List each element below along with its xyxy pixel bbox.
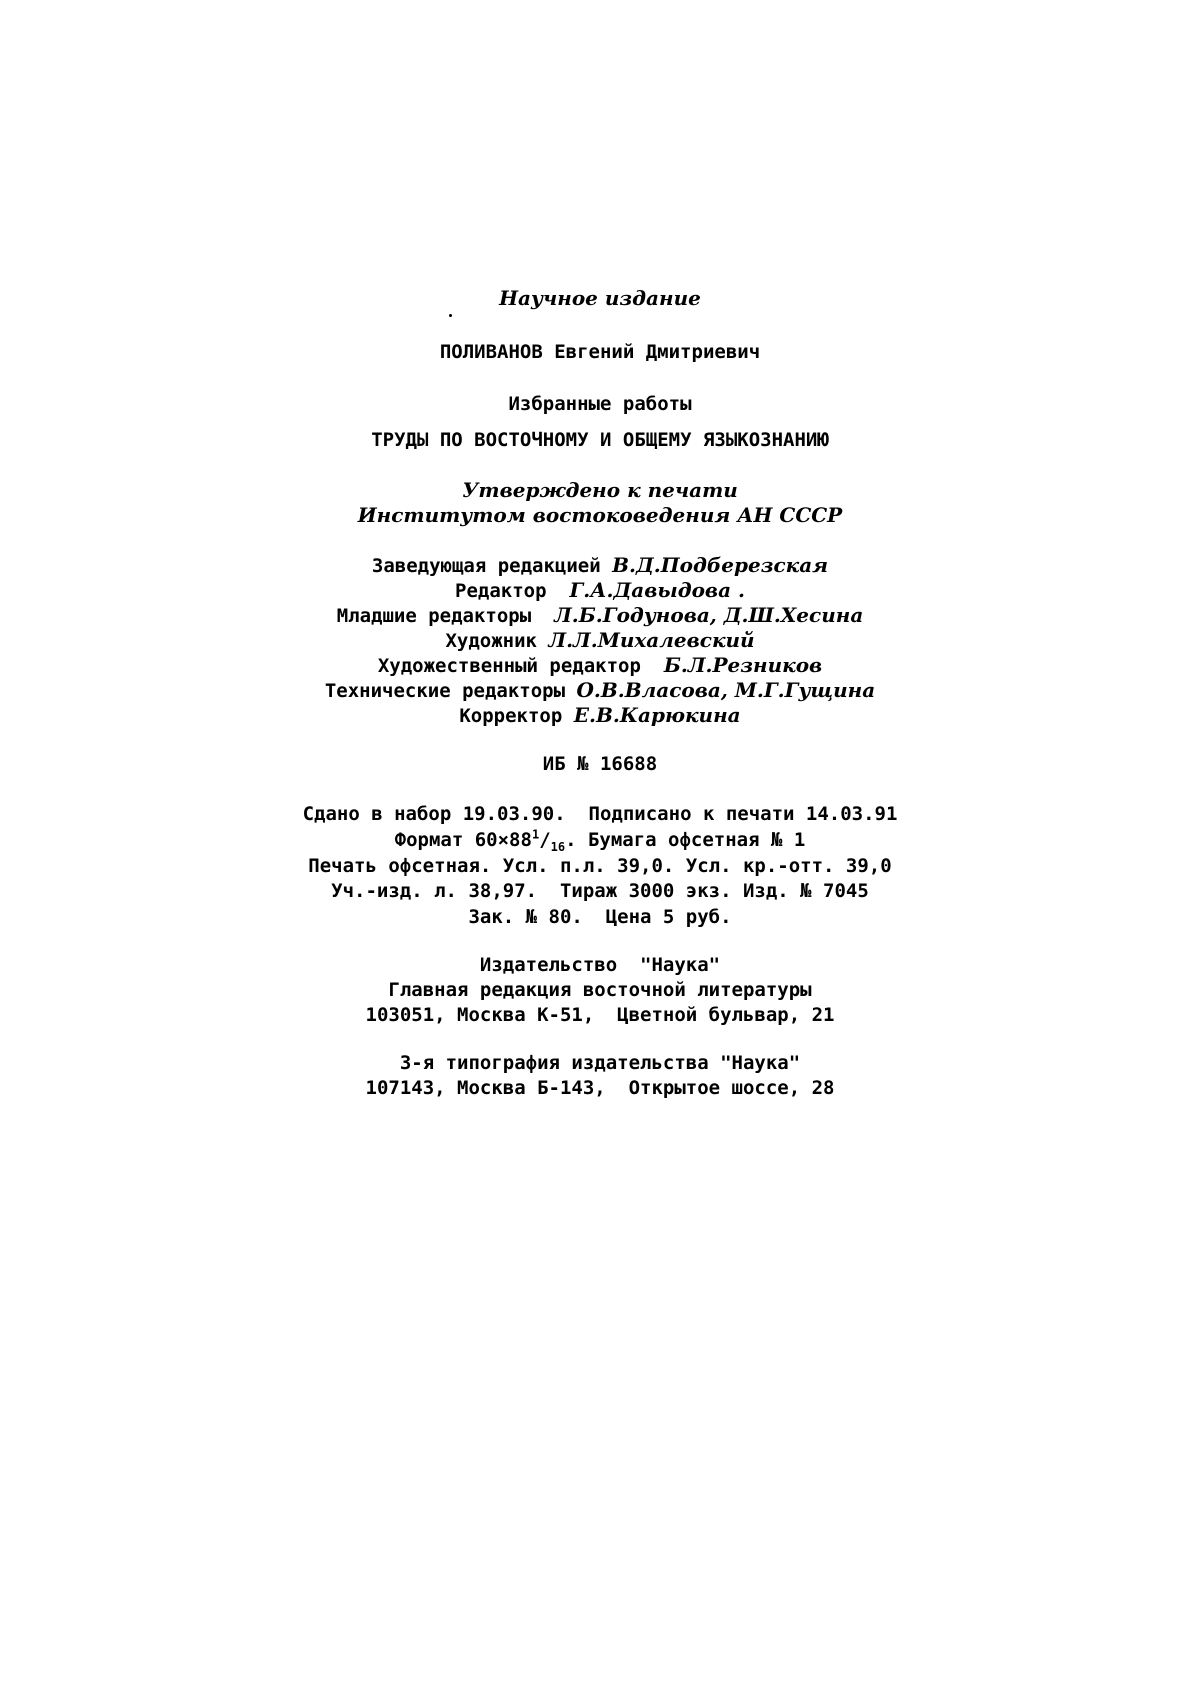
format-sub: 16 xyxy=(550,839,566,854)
format-suffix: . Бумага офсетная № 1 xyxy=(565,829,806,851)
credit-line xyxy=(0,578,1200,603)
credit-line xyxy=(0,678,1200,703)
publisher-line-3: 103051, Москва К-51, Цветной бульвар, 21 xyxy=(365,1004,835,1026)
book-subtitle: Избранные работы xyxy=(508,393,692,415)
imprint-format-line xyxy=(0,828,1200,852)
credit-role: Технические редакторы xyxy=(324,680,566,702)
credit-line xyxy=(0,703,1200,728)
format-slash: / xyxy=(539,829,551,851)
edition-type: Научное издание xyxy=(499,286,701,310)
credit-names: О.В.Власова, М.Г.Гущина xyxy=(576,678,876,702)
printer-line-2: 107143, Москва Б-143, Открытое шоссе, 28 xyxy=(365,1077,835,1099)
imprint-line-5: Зак. № 80. Цена 5 руб. xyxy=(468,906,732,928)
credit-names: Е.В.Карюкина xyxy=(573,703,741,727)
format-sup: 1 xyxy=(531,827,540,842)
imprint-line-3: Печать офсетная. Усл. п.л. 39,0. Усл. кр.-отт. 39,0 xyxy=(308,855,892,877)
credit-role: Художник xyxy=(445,630,537,652)
credit-line xyxy=(0,653,1200,678)
credit-role: Редактор xyxy=(455,580,547,602)
credit-names: Л.Б.Годунова, Д.Ш.Хесина xyxy=(554,603,864,627)
credit-names: Л.Л.Михалевский xyxy=(548,628,755,652)
credit-line xyxy=(0,628,1200,653)
credit-role: Корректор xyxy=(459,705,563,727)
approval-line-1: Утверждено к печати xyxy=(462,478,738,502)
credit-line xyxy=(0,553,1200,578)
credit-line xyxy=(0,603,1200,628)
format-prefix: Формат 60×88 xyxy=(394,829,532,851)
book-title: ТРУДЫ ПО ВОСТОЧНОМУ И ОБЩЕМУ ЯЗЫКОЗНАНИЮ xyxy=(371,429,829,451)
credit-role: Заведующая редакцией xyxy=(371,555,601,577)
publisher-line-1: Издательство "Наука" xyxy=(479,954,721,976)
author-name: ПОЛИВАНОВ Евгений Дмитриевич xyxy=(439,341,761,363)
credit-names: В.Д.Подберезская xyxy=(612,553,829,577)
ib-number: ИБ № 16688 xyxy=(542,753,658,775)
credit-names: Г.А.Давыдова . xyxy=(569,578,745,602)
imprint-line-1: Сдано в набор 19.03.90. Подписано к печати 14.03.91 xyxy=(302,803,898,825)
credit-role: Художественный редактор xyxy=(377,655,641,677)
approval-line-2: Институтом востоковедения АН СССР xyxy=(357,503,843,527)
stray-dot xyxy=(449,314,452,317)
imprint-line-4: Уч.-изд. л. 38,97. Тираж 3000 экз. Изд. № 7045 xyxy=(331,880,869,902)
publisher-line-2: Главная редакция восточной литературы xyxy=(388,979,812,1001)
credit-names: Б.Л.Резников xyxy=(663,653,823,677)
credit-role: Младшие редакторы xyxy=(336,605,532,627)
printer-line-1: 3-я типография издательства "Наука" xyxy=(399,1052,801,1074)
